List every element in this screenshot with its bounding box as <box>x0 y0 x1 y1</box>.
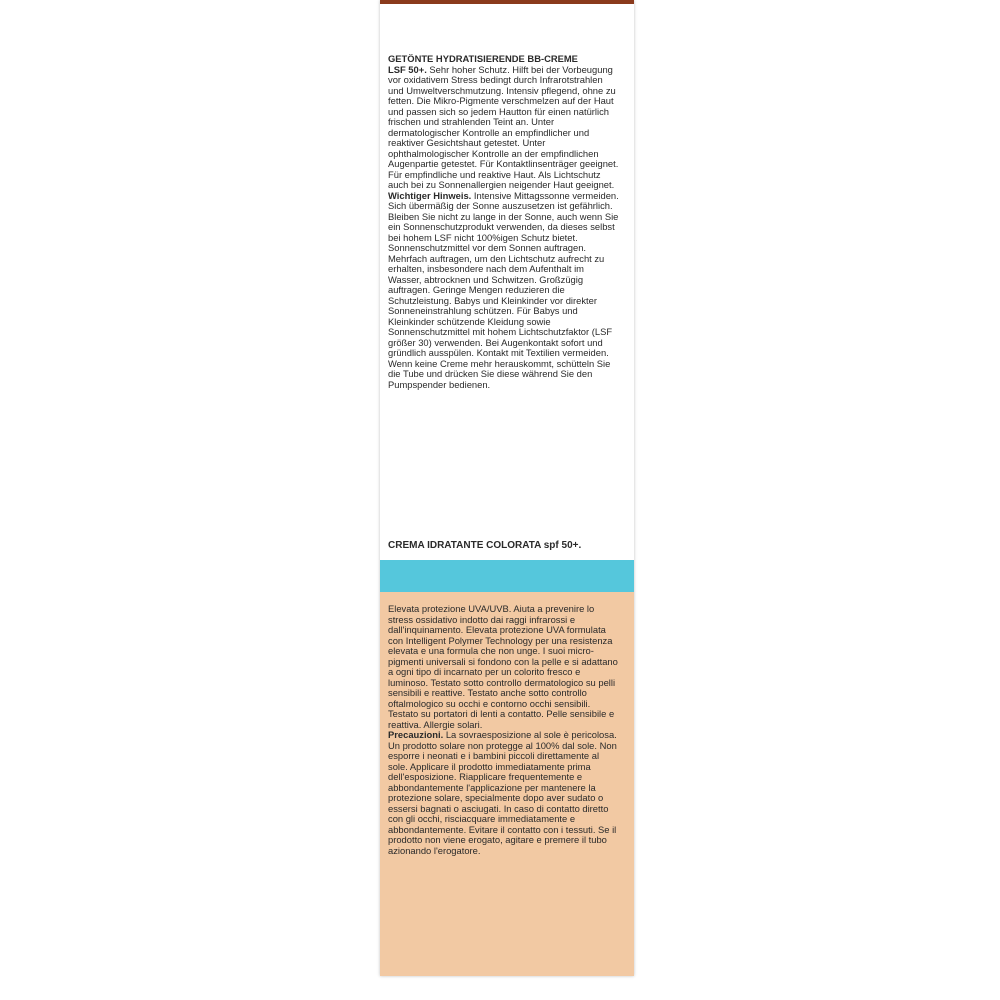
german-intro: Sehr hoher Schutz. Hilft bei der Vorbeugung vor oxidativem Stress bedingt durch Infrarotstrahlen und Umweltverschmutzung. Intensiv pflegend, ohne zu fetten. Die Mikro-Pigmente verschmelzen auf der Haut und passen sich so jedem Hautton für einen natürlich frischen und strahlenden Teint an. Unter dermatologischer Kontrolle an empfindlicher und reaktiver Gesichtshaut getestet. Unter ophthalmologischer Kontrolle an der empfindlichen Augenpartie getestet. Für Kontaktlinsenträger geeignet. Für empfindliche und reaktive Haut. Als Lichtschutz auch bei zu Sonnenallergien neigender Haut geeignet. <box>388 63 619 190</box>
german-spf: LSF 50+. <box>388 63 427 75</box>
italian-text-block <box>388 604 620 856</box>
german-warning-label: Wichtiger Hinweis. <box>388 189 472 201</box>
italian-title: CREMA IDRATANTE COLORATA spf 50+. <box>388 540 582 551</box>
german-title: GETÖNTE HYDRATISIERENDE BB-CREME <box>388 53 578 64</box>
italian-intro: Elevata protezione UVA/UVB. Aiuta a prevenire lo stress ossidativo indotto dai raggi infrarossi e dall'inquinamento. Elevata protezione UVA formulata con Intelligent Polymer Technology per una resistenza elevata e una formula che non unge. I suoi micro-pigmenti universali si fondono con la pelle e si adattano a ogni tipo di incarnato per un colorito fresco e luminoso. Testato sotto controllo dermatologico su pelli sensibili e reattive. Testato anche sotto controllo oftalmologico su occhi e contorno occhi sensibili. Testato su portatori di lenti a contatto. Pelle sensibile e reattiva. Allergie solari. <box>388 603 618 730</box>
packaging-side-panel <box>380 0 634 976</box>
german-warning <box>388 191 620 391</box>
cap-strip <box>380 0 634 4</box>
italian-warning <box>388 730 620 856</box>
cyan-band <box>380 560 634 592</box>
german-text-block <box>388 54 620 390</box>
german-warning-text: Intensive Mittagssonne vermeiden. Sich übermäßig der Sonne auszusetzen ist gefährlich. Bleiben Sie nicht zu lange in der Sonne, auch wenn Sie ein Sonnenschutzprodukt verwenden, da dieses selbst bei hohem LSF nicht 100%igen Schutz bietet. Sonnenschutzmittel vor dem Sonnen auftragen. Mehrfach auftragen, um den Lichtschutz aufrecht zu erhalten, insbesondere nach dem Aufenthalt im Wasser, abtrocknen und Schwitzen. Großzügig auftragen. Geringe Mengen reduzieren die Schutzleistung. Babys und Kleinkinder vor direkter Sonneneinstrahlung schützen. Für Babys und Kleinkinder schützende Kleidung sowie Sonnenschutzmittel mit hohem Lichtschutzfaktor (LSF größer 30) verwenden. Bei Augenkontakt sofort und gründlich ausspülen. Kontakt mit Textilien vermeiden. Wenn keine Creme mehr herauskommt, schütteln Sie die Tube und drücken Sie diese während Sie den Pumpspender bedienen. <box>388 189 619 390</box>
italian-warning-text: La sovraesposizione al sole è pericolosa. Un prodotto solare non protegge al 100% dal sole. Non esporre i neonati e i bambini piccoli direttamente al sole. Applicare il prodotto immediatamente prima dell'esposizione. Riapplicare frequentemente e abbondantemente l'applicazione per mantenere la protezione solare, specialmente dopo aver sudato o essersi bagnati o asciugati. In caso di contatto diretto con gli occhi, risciacquare immediatamente e abbondantemente. Evitare il contatto con i tessuti. Se il prodotto non viene erogato, agitare e premere il tubo azionando l'erogatore. <box>388 729 617 856</box>
german-description <box>388 65 620 191</box>
italian-warning-label: Precauzioni. <box>388 729 444 740</box>
